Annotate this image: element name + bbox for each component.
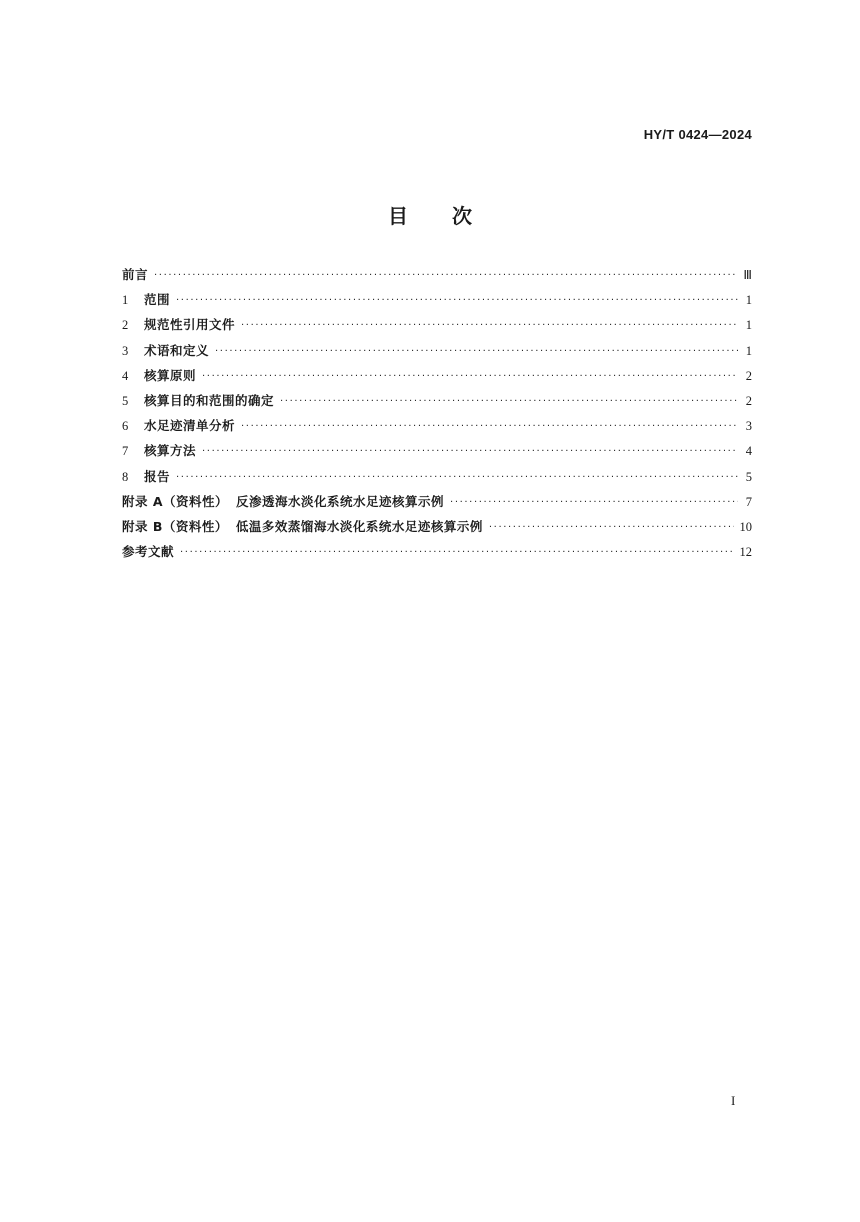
toc-dot-leader [202,446,738,457]
toc-title-char-2: 次 [452,204,472,228]
toc-entry-accounting-methods[interactable] [122,441,752,466]
page-number: I [731,1093,736,1108]
toc-entry-goal-scope[interactable] [122,391,752,416]
toc-entry-label: 范围 [144,292,171,308]
toc-entry-number: 8 [122,469,129,484]
toc-entry-bibliography[interactable] [122,542,752,567]
toc-entry-label: 报告 [144,468,171,484]
toc-dot-leader [280,396,738,407]
toc-entry-foreword[interactable] [122,265,752,290]
toc-entry-number: 7 [122,444,129,459]
toc-entry-number: 5 [122,393,129,408]
toc-entry-label: 水足迹清单分析 [144,418,236,434]
toc-entry-label [122,517,483,535]
toc-dot-leader [450,497,738,508]
toc-entry-report[interactable] [122,467,752,492]
toc-dot-leader [215,346,738,357]
toc-entry-inventory-analysis[interactable] [122,416,752,441]
toc-title [0,200,860,229]
toc-entry-number: 1 [122,293,129,308]
appendix-title: 低温多效蒸馏海水淡化系统水足迹核算示例 [235,518,483,534]
toc-dot-leader [176,295,738,306]
toc-entry-number: 6 [122,419,129,434]
toc-dot-leader [489,522,734,533]
toc-entry-page: 2 [745,393,752,408]
appendix-title: 反渗透海水淡化系统水足迹核算示例 [236,493,445,509]
toc-dot-leader [241,320,738,331]
table-of-contents [122,265,752,567]
toc-entry-page: 7 [745,494,752,509]
toc-entry-page: 1 [745,343,752,358]
document-code: HY/T 0424—2024 [643,127,752,142]
toc-entry-label: 核算原则 [144,367,197,383]
appendix-heading: 附录 A（资料性） [122,493,229,509]
toc-entry-page: 1 [745,318,752,333]
toc-dot-leader [241,421,738,432]
toc-entry-page: 4 [745,444,752,459]
toc-entry-page: 5 [745,469,752,484]
toc-title-char-1: 目 [388,204,408,228]
toc-entry-page: 2 [745,368,752,383]
toc-entry-page: Ⅲ [743,268,752,282]
toc-entry-appendix-a[interactable] [122,492,752,517]
toc-entry-label [122,492,444,510]
toc-dot-leader [202,371,738,382]
toc-entry-appendix-b[interactable] [122,517,752,542]
toc-dot-leader [180,547,733,558]
toc-entry-label: 参考文献 [122,544,175,560]
toc-entry-page: 1 [745,293,752,308]
toc-entry-terms-definitions[interactable] [122,341,752,366]
toc-entry-page: 3 [745,419,752,434]
toc-dot-leader [154,270,737,281]
toc-entry-label: 规范性引用文件 [144,317,236,333]
toc-entry-label: 核算方法 [144,443,197,459]
toc-entry-number: 4 [122,368,129,383]
toc-entry-scope[interactable] [122,290,752,315]
toc-entry-label: 前言 [122,267,149,282]
toc-entry-label: 核算目的和范围的确定 [144,392,275,408]
toc-entry-page: 12 [739,545,752,560]
toc-entry-number: 2 [122,318,129,333]
toc-dot-leader [176,472,738,483]
toc-entry-page: 10 [739,519,752,534]
toc-entry-accounting-principles[interactable] [122,366,752,391]
toc-entry-label: 术语和定义 [144,342,210,358]
appendix-heading: 附录 B（资料性） [122,518,228,534]
toc-entry-number: 3 [122,343,129,358]
toc-entry-normative-references[interactable] [122,315,752,340]
